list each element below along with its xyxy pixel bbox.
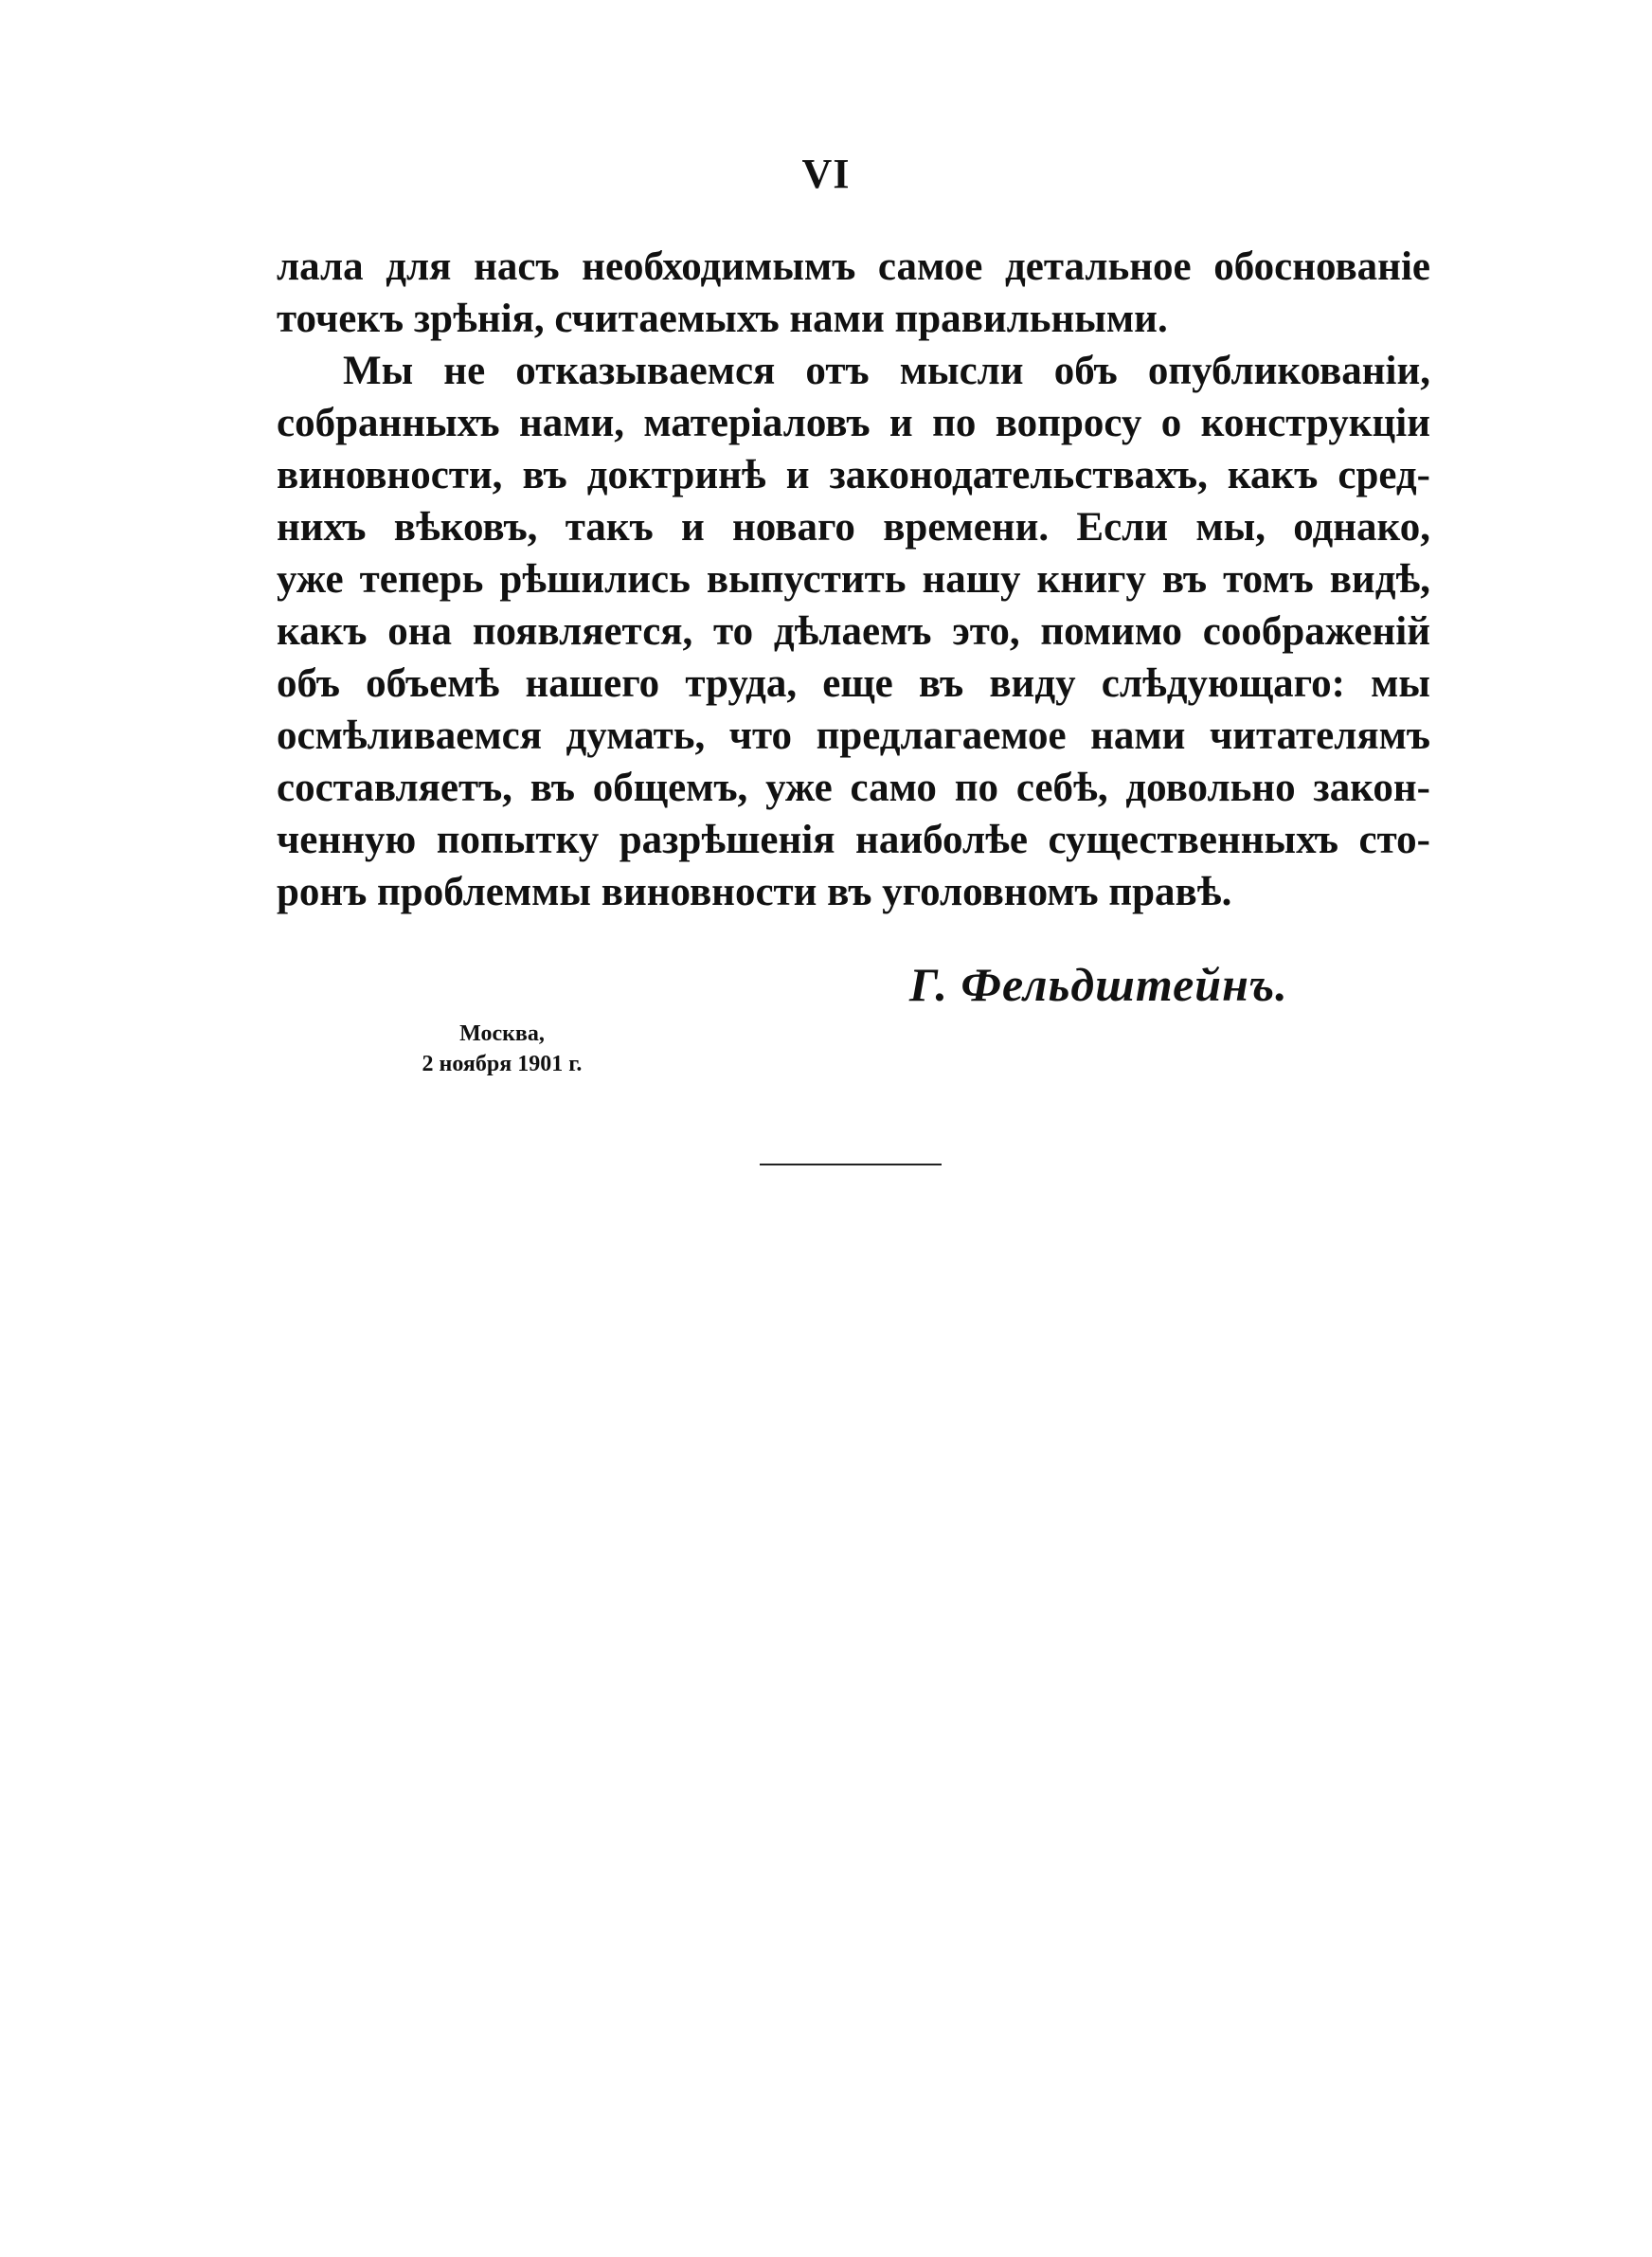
- text-line-4: собранныхъ нами, матеріаловъ и по вопросу о конструкціи: [277, 401, 1430, 445]
- dateline: [388, 1019, 616, 1079]
- text-line-7: уже теперь рѣшились выпустить нашу книгу въ томъ видѣ,: [277, 557, 1430, 602]
- text-line-13: ронъ проблеммы виновности въ уголовномъ правѣ.: [277, 870, 1232, 914]
- text-line-10: осмѣливаемся думать, что предлагаемое нами читателямъ: [277, 713, 1430, 758]
- text-line-8: какъ она появляется, то дѣлаемъ это, помимо соображеній: [277, 609, 1430, 654]
- page-number: VI: [801, 151, 851, 197]
- text-line-1: лала для насъ необходимымъ самое детальное обоснованіе: [277, 244, 1430, 289]
- author-signature: Г. Фельдштейнъ.: [909, 958, 1288, 1011]
- text-line-3: Мы не отказываемся отъ мысли объ опубликованіи,: [343, 349, 1430, 393]
- dateline-date: 2 ноября 1901 г.: [422, 1052, 583, 1076]
- text-line-9: объ объемѣ нашего труда, еще въ виду слѣдующаго: мы: [277, 661, 1430, 706]
- text-line-6: нихъ вѣковъ, такъ и новаго времени. Если мы, однако,: [277, 505, 1430, 550]
- dateline-place: Москва,: [459, 1021, 545, 1046]
- section-rule: [760, 1164, 942, 1165]
- text-line-2: точекъ зрѣнія, считаемыхъ нами правильными.: [277, 297, 1168, 341]
- text-line-11: составляетъ, въ общемъ, уже само по себѣ, довольно закон-: [277, 766, 1430, 810]
- body-text: [277, 241, 1430, 918]
- text-line-12: ченную попытку разрѣшенія наиболѣе существенныхъ сто-: [277, 818, 1430, 862]
- text-line-5: виновности, въ доктринѣ и законодательствахъ, какъ сред-: [277, 453, 1430, 497]
